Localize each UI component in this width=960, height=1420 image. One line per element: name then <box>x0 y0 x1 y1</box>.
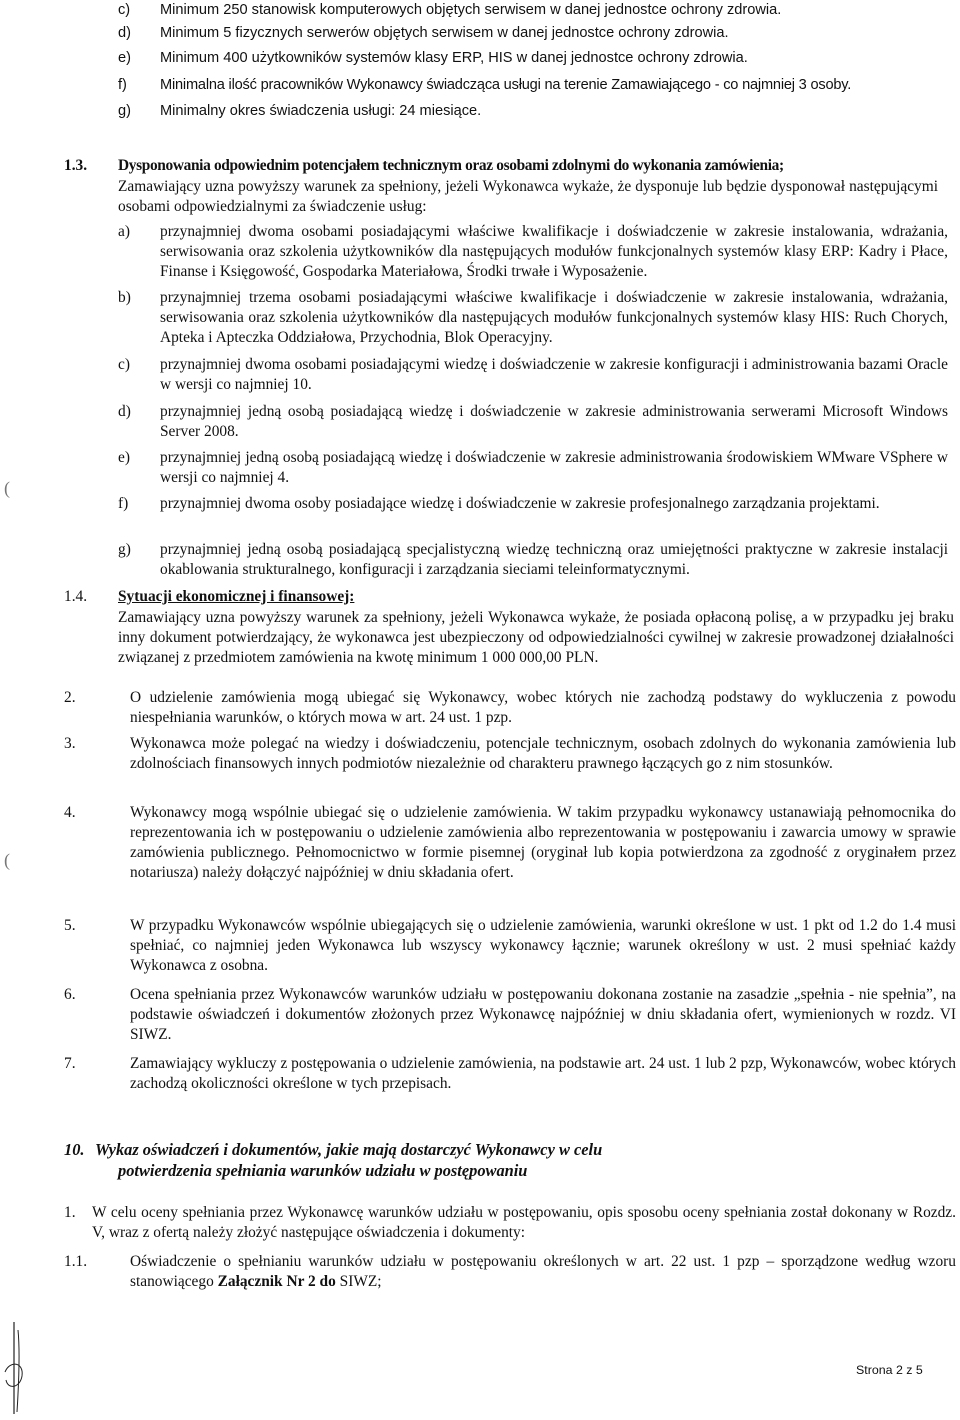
point-text: W przypadku Wykonawców wspólnie ubiegających się o udzielenie zamówienia, warunki określone w ust. 1 pkt od 1.2 do 1.4 musi spełniać, co najmniej jeden Wykonawca lub wszyscy wykonawcy łącznie; warunek określony w ust. 2 musi spełniać każdy Wykonawca z osobna. <box>130 917 956 974</box>
point-text: Zamawiający wykluczy z postępowania o udzielenie zamówienia, na podstawie art. 24 ust. 1 lub 2 pzp, Wykonawców, wobec których zachodzą okoliczności określone w tych przepisach. <box>130 1055 956 1092</box>
list-label: g) <box>118 103 131 119</box>
list-text: przynajmniej trzema osobami posiadającymi właściwe kwalifikacje i doświadczenie w zakresie instalowania, wdrażania, serwisowania oraz szkolenia użytkowników dla następujących modułów funkcjonalnych systemów klasy HIS: Ruch Chorych, Apteka i Apteczka Oddziałowa, Przychodnia, Blok Operacyjny. <box>160 289 948 346</box>
point-number: 1. <box>64 1204 76 1221</box>
numbered-point <box>64 1203 956 1243</box>
numbered-point <box>64 1252 956 1292</box>
list-text: Minimum 250 stanowisk komputerowych objętych serwisem w danej jednostce ochrony zdrowia. <box>160 2 782 18</box>
list-item <box>118 75 958 95</box>
list-label: b) <box>118 289 131 306</box>
numbered-point <box>64 803 956 883</box>
list-item <box>118 23 938 43</box>
list-text: przynajmniej dwoma osobami posiadającymi właściwe kwalifikacje i doświadczenie w zakresie instalowania, wdrażania, serwisowania oraz szkolenia użytkowników dla następujących modułów funkcjonalnych systemów klasy ERP: Kadry i Płace, Finanse i Księgowość, Gospodarka Materiałowa, Środki trwałe i Wyposażenie. <box>160 223 948 280</box>
list-item <box>118 0 938 20</box>
list-label: e) <box>118 449 130 466</box>
section-title: Dysponowania odpowiednim potencjałem technicznym oraz osobami zdolnymi do wykonania zamówienia; <box>118 157 784 174</box>
section-number: 1.3. <box>64 157 88 174</box>
list-label: c) <box>118 356 130 373</box>
list-item <box>118 288 948 348</box>
list-label: f) <box>118 495 129 512</box>
point-text-part: Oświadczenie o spełnianiu warunków udziału w postępowaniu określonych w art. 22 ust. 1 pzp – sporządzone według wzoru stanowiącego <box>130 1253 956 1290</box>
section-10-number: 10. <box>64 1140 85 1159</box>
list-label: c) <box>118 2 131 18</box>
point-text: O udzielenie zamówienia mogą ubiegać się Wykonawcy, wobec których nie zachodzą podstawy do wykluczenia z powodu niespełniania warunków, o których mowa w art. 24 ust. 1 pzp. <box>130 689 956 726</box>
point-text <box>130 1252 956 1292</box>
list-item <box>118 48 938 68</box>
point-number: 7. <box>64 1055 76 1072</box>
point-number: 2. <box>64 689 76 706</box>
list-item <box>118 540 948 580</box>
list-item <box>118 101 938 121</box>
list-item <box>118 448 948 488</box>
list-text: przynajmniej jedną osobą posiadającą specjalistyczną wiedzę techniczną oraz umiejętności praktyczne w zakresie instalacji okablowania strukturalnego, konfiguracji i zarządzania sieciami teleinformatycznymi. <box>160 541 948 578</box>
list-item <box>118 402 948 442</box>
section-intro: Zamawiający uzna powyższy warunek za spełniony, jeżeli Wykonawca wykaże, że dysponuje lub będzie dysponował następującymi osobami odpowiedzialnymi za świadczenie usług: <box>118 178 938 215</box>
point-text-part: SIWZ; <box>339 1273 382 1290</box>
list-text: Minimalny okres świadczenia usługi: 24 miesiące. <box>160 103 482 119</box>
list-label: d) <box>118 25 131 41</box>
list-item <box>118 355 948 395</box>
list-label: f) <box>118 77 127 93</box>
list-text: przynajmniej jedną osobą posiadającą wiedzę i doświadczenie w zakresie administrowania serwerami Microsoft Windows Server 2008. <box>160 403 948 440</box>
numbered-point <box>64 985 956 1045</box>
list-label: d) <box>118 403 131 420</box>
point-number: 4. <box>64 804 76 821</box>
handwritten-initials-icon <box>2 1320 28 1416</box>
list-text: przynajmniej jedną osobą posiadającą wiedzę i doświadczenie w zakresie administrowania środowiskiem WMware VSphere w wersji co najmniej 4. <box>160 449 948 486</box>
point-text: Wykonawcy mogą wspólnie ubiegać się o udzielenie zamówienia. W takim przypadku wykonawcy ustanawiają pełnomocnika do reprezentowania ich w postępowaniu o udzielenie zamówienia albo reprezentowania w postępowaniu i zawarcia umowy w sprawie zamówienia publicznego. Pełnomocnictwo w formie pisemnej (oryginał lub kopia potwierdzona za zgodność z oryginałem przez notariusza) należy dołączyć najpóźniej w dniu składania ofert. <box>130 804 956 881</box>
list-text: Minimum 5 fizycznych serwerów objętych serwisem w danej jednostce ochrony zdrowia. <box>160 25 729 41</box>
point-text: W celu oceny spełniania przez Wykonawcę warunków udziału w postępowaniu, opis sposobu oceny spełniania został dokonany w Rozdz. V, wraz z ofertą należy złożyć następujące oświadczenia i dokumenty: <box>92 1204 956 1241</box>
numbered-point <box>64 734 956 774</box>
section-10-title-line2: potwierdzenia spełniania warunków udziału w postępowaniu <box>118 1161 528 1180</box>
margin-mark: ( <box>4 478 10 498</box>
attachment-reference: Załącznik Nr 2 do <box>217 1273 336 1290</box>
section-text: Zamawiający uzna powyższy warunek za spełniony, jeżeli Wykonawca wykaże, że posiada opłaconą polisę, a w przypadku jej braku inny dokument potwierdzający, że wykonawca jest ubezpieczony od odpowiedzialności cywilnej w zakresie prowadzonej działalności związanej z przedmiotem zamówienia na kwotę minimum 1 000 000,00 PLN. <box>118 609 954 666</box>
list-text: przynajmniej dwoma osoby posiadające wiedzę i doświadczenie w zakresie profesjonalnego zarządzania projektami. <box>160 495 880 512</box>
list-item <box>118 494 948 514</box>
section-number: 1.4. <box>64 588 88 605</box>
numbered-point <box>64 1054 956 1094</box>
point-number: 6. <box>64 986 76 1003</box>
point-number: 5. <box>64 917 76 934</box>
page-number: Strona 2 z 5 <box>856 1363 923 1377</box>
point-text: Wykonawca może polegać na wiedzy i doświadczeniu, potencjale technicznym, osobach zdolnych do wykonania zamówienia lub zdolnościach finansowych innych podmiotów niezależnie od charakteru prawnego łączących go z nim stosunków. <box>130 735 956 772</box>
list-text: Minimum 400 użytkowników systemów klasy ERP, HIS w danej jednostce ochrony zdrowia. <box>160 50 748 66</box>
point-number: 3. <box>64 735 76 752</box>
section-10-title-line1: Wykaz oświadczeń i dokumentów, jakie mają dostarczyć Wykonawcy w celu <box>95 1140 603 1159</box>
margin-mark: ( <box>4 850 10 870</box>
list-label: g) <box>118 541 131 558</box>
list-text: Minimalna ilość pracowników Wykonawcy świadcząca usługi na terenie Zamawiającego - co najmniej 3 osoby. <box>160 77 852 93</box>
point-number: 1.1. <box>64 1253 88 1270</box>
list-label: e) <box>118 50 131 66</box>
list-text: przynajmniej dwoma osobami posiadającymi wiedzę i doświadczenie w zakresie konfiguracji i administrowania bazami Oracle w wersji co najmniej 10. <box>160 356 948 393</box>
section-title: Sytuacji ekonomicznej i finansowej: <box>118 588 355 605</box>
list-item <box>118 222 948 282</box>
numbered-point <box>64 916 956 976</box>
numbered-point <box>64 688 956 728</box>
list-label: a) <box>118 223 130 240</box>
point-text: Ocena spełniania przez Wykonawców warunków udziału w postępowaniu dokonana zostanie na zasadzie „spełnia - nie spełnia”, na podstawie oświadczeń i dokumentów złożonych przez Wykonawcę najpóźniej w dniu składania ofert, wymienionych w rozdz. VI SIWZ. <box>130 986 956 1043</box>
